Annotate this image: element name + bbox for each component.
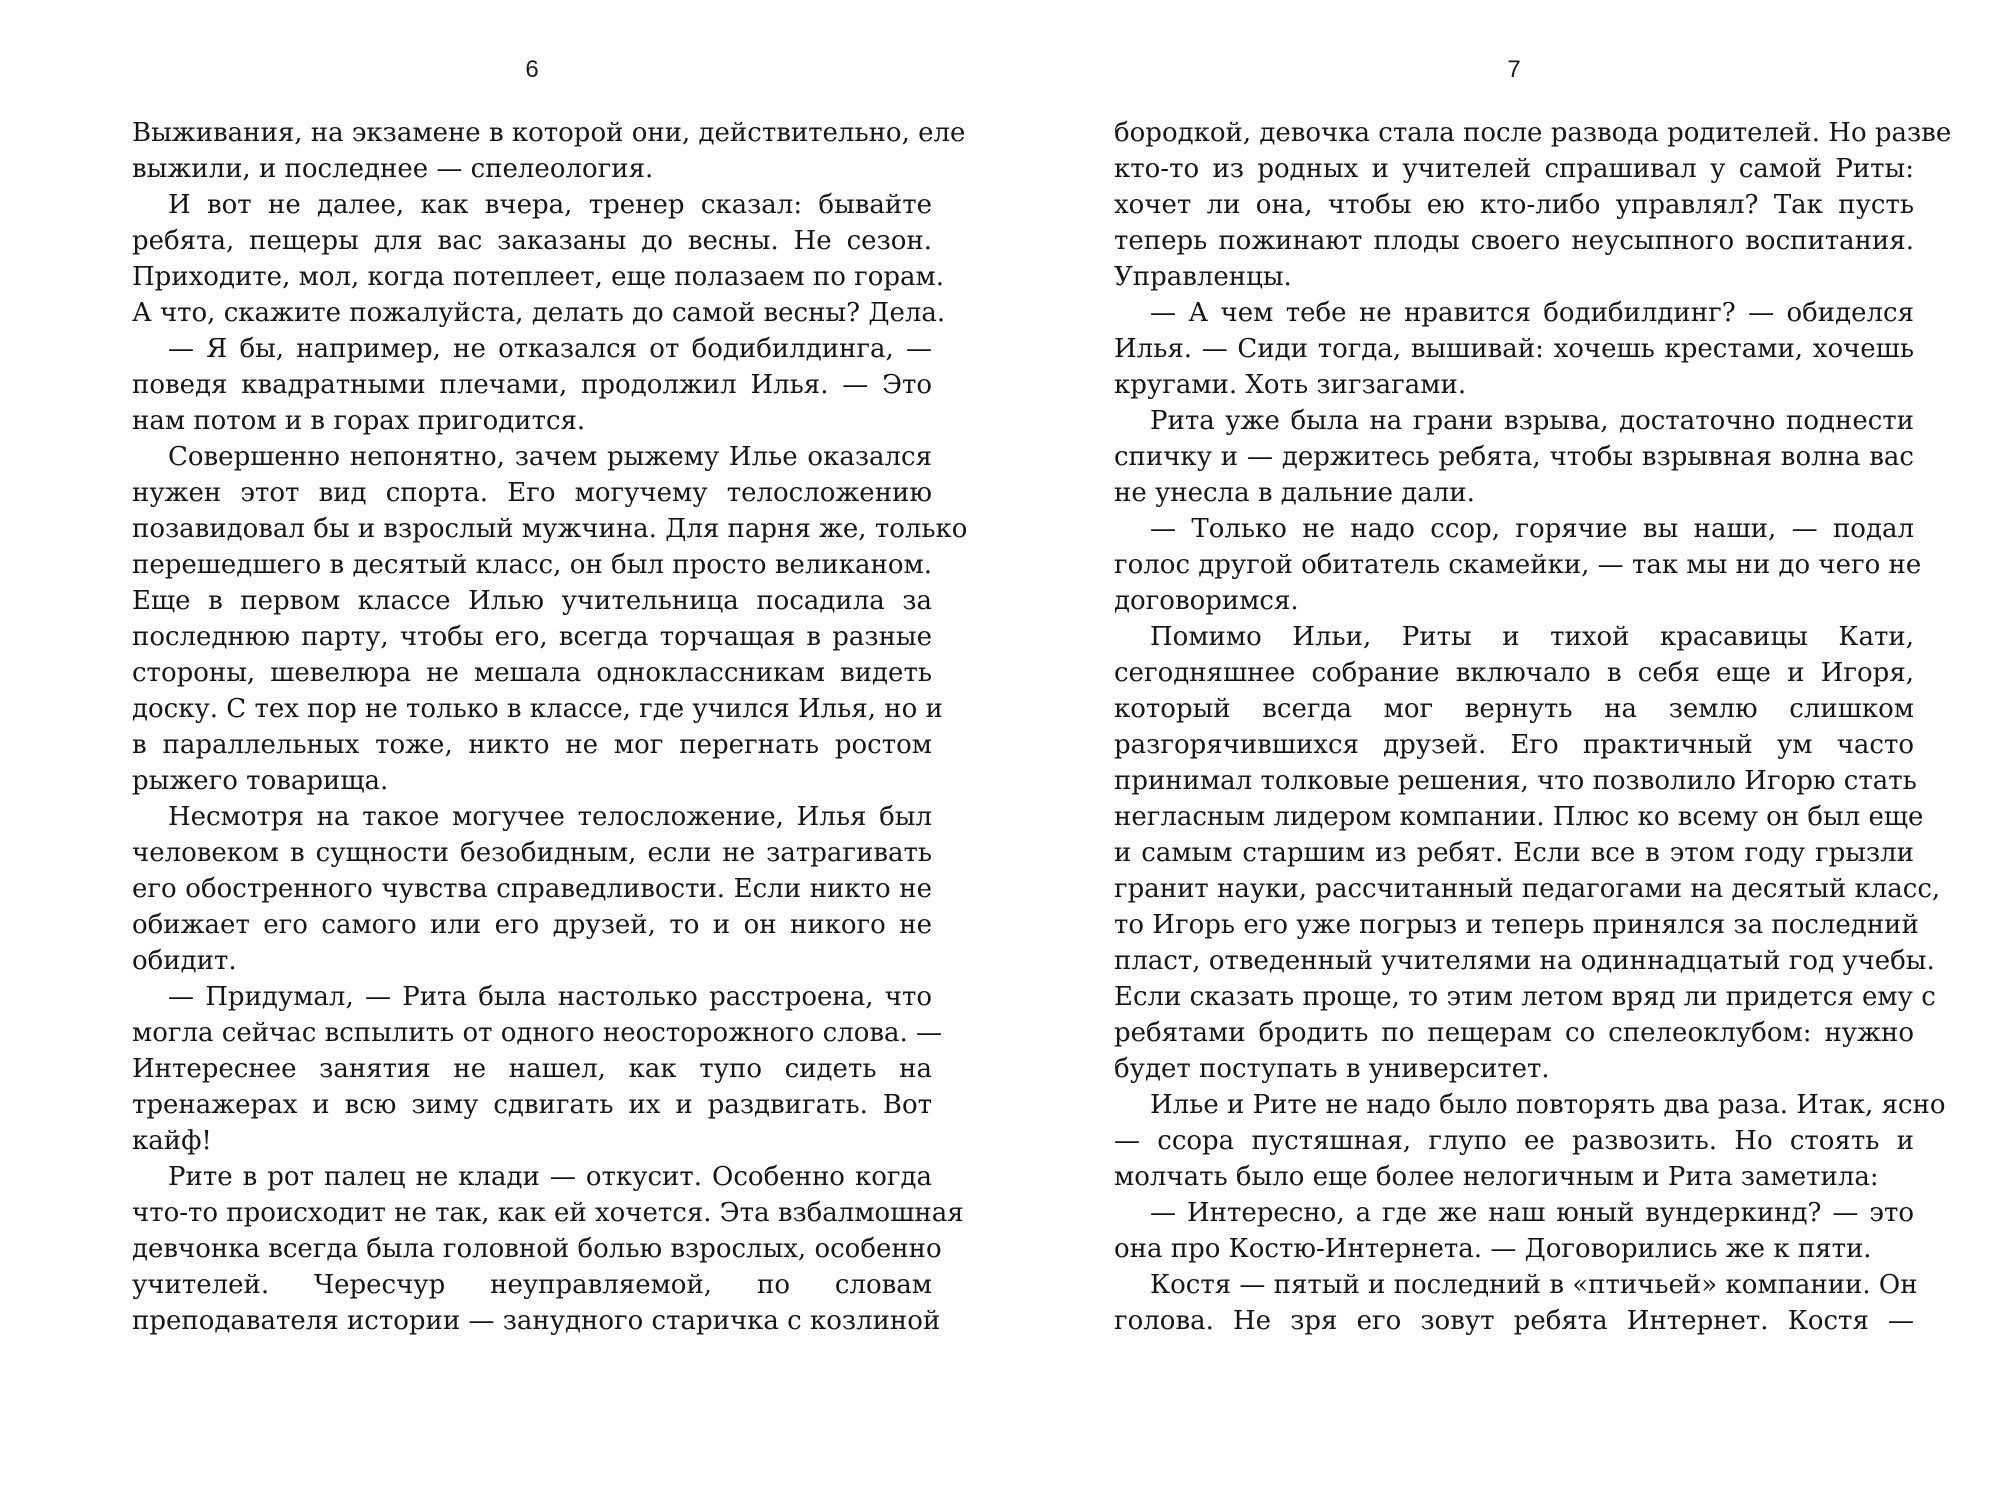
text-line: Приходите, мол, когда потеплеет, еще полазаем по горам. [132,262,945,292]
left-page-text [132,115,968,1339]
text-line: кругами. Хоть зигзагами. [1114,370,1467,400]
text-line: в параллельных тоже, никто не мог перегнать ростом [132,730,932,760]
right-page-text [1114,115,1952,1339]
text-line: хочет ли она, чтобы ею кто-либо управлял? Так пусть [1114,190,1914,220]
text-line: голова. Не зря его зовут ребята Интернет. Костя — [1114,1306,1914,1336]
text-line: поведя квадратными плечами, продолжил Илья. — Это [132,370,932,400]
text-line: учителей. Чересчур неуправляемой, по словам [132,1270,932,1300]
text-line: пласт, отведенный учителями на одиннадцатый год учебы. [1114,946,1935,976]
text-line: выжили, и последнее — спелеология. [132,154,654,184]
text-line: будет поступать в университет. [1114,1054,1550,1084]
text-line: она про Костю-Интернета. — Договорились же к пяти. [1114,1234,1872,1264]
text-line: и самым старшим из ребят. Если все в этом году грызли [1114,838,1914,868]
text-line: тренажерах и всю зиму сдвигать их и раздвигать. Вот [132,1090,932,1120]
text-line: Выживания, на экзамене в которой они, действительно, еле [132,118,966,148]
text-line: — А чем тебе не нравится бодибилдинг? — обиделся [1150,298,1914,328]
right-page [1114,0,1952,1497]
text-line: могла сейчас вспылить от одного неосторожного слова. — [132,1018,943,1048]
text-line: негласным лидером компании. Плюс ко всему он был еще [1114,802,1924,832]
left-page-number: 6 [525,56,539,83]
text-line: обидит. [132,946,237,976]
text-line: Управленцы. [1114,262,1292,292]
text-line: сегодняшнее собрание включало в себя еще и Игоря, [1114,658,1914,688]
text-line: перешедшего в десятый класс, он был просто великаном. [132,550,932,580]
text-line: А что, скажите пожалуйста, делать до самой весны? Дела. [132,298,946,328]
text-line: Если сказать проще, то этим летом вряд ли придется ему с [1114,982,1936,1012]
text-line: разгорячившихся друзей. Его практичный ум часто [1114,730,1914,760]
text-line: Совершенно непонятно, зачем рыжему Илье оказался [168,442,932,472]
text-line: голос другой обитатель скамейки, — так мы ни до чего не [1114,550,1922,580]
text-line: стороны, шевелюра не мешала одноклассникам видеть [132,658,932,688]
text-line: преподавателя истории — занудного старичка с козлиной [132,1306,941,1336]
text-line: — Интересно, а где же наш юный вундеркинд? — это [1150,1198,1914,1228]
text-line: принимал толковые решения, что позволило Игорю стать [1114,766,1917,796]
text-line: договоримся. [1114,586,1299,616]
right-page-number: 7 [1507,56,1521,83]
text-line: теперь пожинают плоды своего неусыпного воспитания. [1114,226,1914,256]
text-line: ребята, пещеры для вас заказаны до весны. Не сезон. [132,226,932,256]
text-line: Илье и Рите не надо было повторять два раза. Итак, ясно [1150,1090,1946,1120]
text-line: Еще в первом классе Илью учительница посадила за [132,586,932,616]
text-line: спичку и — держитесь ребята, чтобы взрывная волна вас [1114,442,1914,472]
text-line: нужен этот вид спорта. Его могучему телосложению [132,478,932,508]
text-line: что-то происходит не так, как ей хочется. Эта взбалмошная [132,1198,964,1228]
text-line: доску. С тех пор не только в классе, где учился Илья, но и [132,694,943,724]
text-line: Рите в рот палец не клади — откусит. Особенно когда [168,1162,932,1192]
text-line: Помимо Ильи, Риты и тихой красавицы Кати, [1150,622,1914,652]
text-line: Несмотря на такое могучее телосложение, Илья был [168,802,932,832]
text-line: кто-то из родных и учителей спрашивал у самой Риты: [1114,154,1914,184]
text-line: кайф! [132,1126,212,1156]
text-line: девчонка всегда была головной болью взрослых, особенно [132,1234,942,1264]
text-line: Костя — пятый и последний в «птичьей» компании. Он [1150,1270,1918,1300]
text-line: ребятами бродить по пещерам со спелеоклубом: нужно [1114,1018,1914,1048]
left-page [132,0,968,1497]
text-line: последнюю парту, чтобы его, всегда торчащая в разные [132,622,932,652]
text-line: гранит науки, рассчитанный педагогами на десятый класс, [1114,874,1941,904]
text-line: молчать было еще более нелогичным и Рита заметила: [1114,1162,1879,1192]
text-line: Илья. — Сиди тогда, вышивай: хочешь крестами, хочешь [1114,334,1914,364]
text-line: рыжего товарища. [132,766,389,796]
text-line: то Игорь его уже погрыз и теперь принялся за последний [1114,910,1919,940]
text-line: человеком в сущности безобидным, если не затрагивать [132,838,932,868]
text-line: нам потом и в горах пригодится. [132,406,586,436]
text-line: его обостренного чувства справедливости. Если никто не [132,874,932,904]
text-line: который всегда мог вернуть на землю слишком [1114,694,1914,724]
text-line: не унесла в дальние дали. [1114,478,1475,508]
text-line: — ссора пустяшная, глупо ее развозить. Но стоять и [1114,1126,1914,1156]
text-line: позавидовал бы и взрослый мужчина. Для парня же, только [132,514,968,544]
text-line: — Только не надо ссор, горячие вы наши, — подал [1150,514,1914,544]
text-line: Рита уже была на грани взрыва, достаточно поднести [1150,406,1914,436]
text-line: — Я бы, например, не отказался от бодибилдинга, — [168,334,932,364]
text-line: И вот не далее, как вчера, тренер сказал: бывайте [168,190,932,220]
text-line: бородкой, девочка стала после развода родителей. Но разве [1114,118,1952,148]
text-line: — Придумал, — Рита была настолько расстроена, что [168,982,932,1012]
text-line: Интереснее занятия не нашел, как тупо сидеть на [132,1054,932,1084]
text-line: обижает его самого или его друзей, то и он никого не [132,910,932,940]
